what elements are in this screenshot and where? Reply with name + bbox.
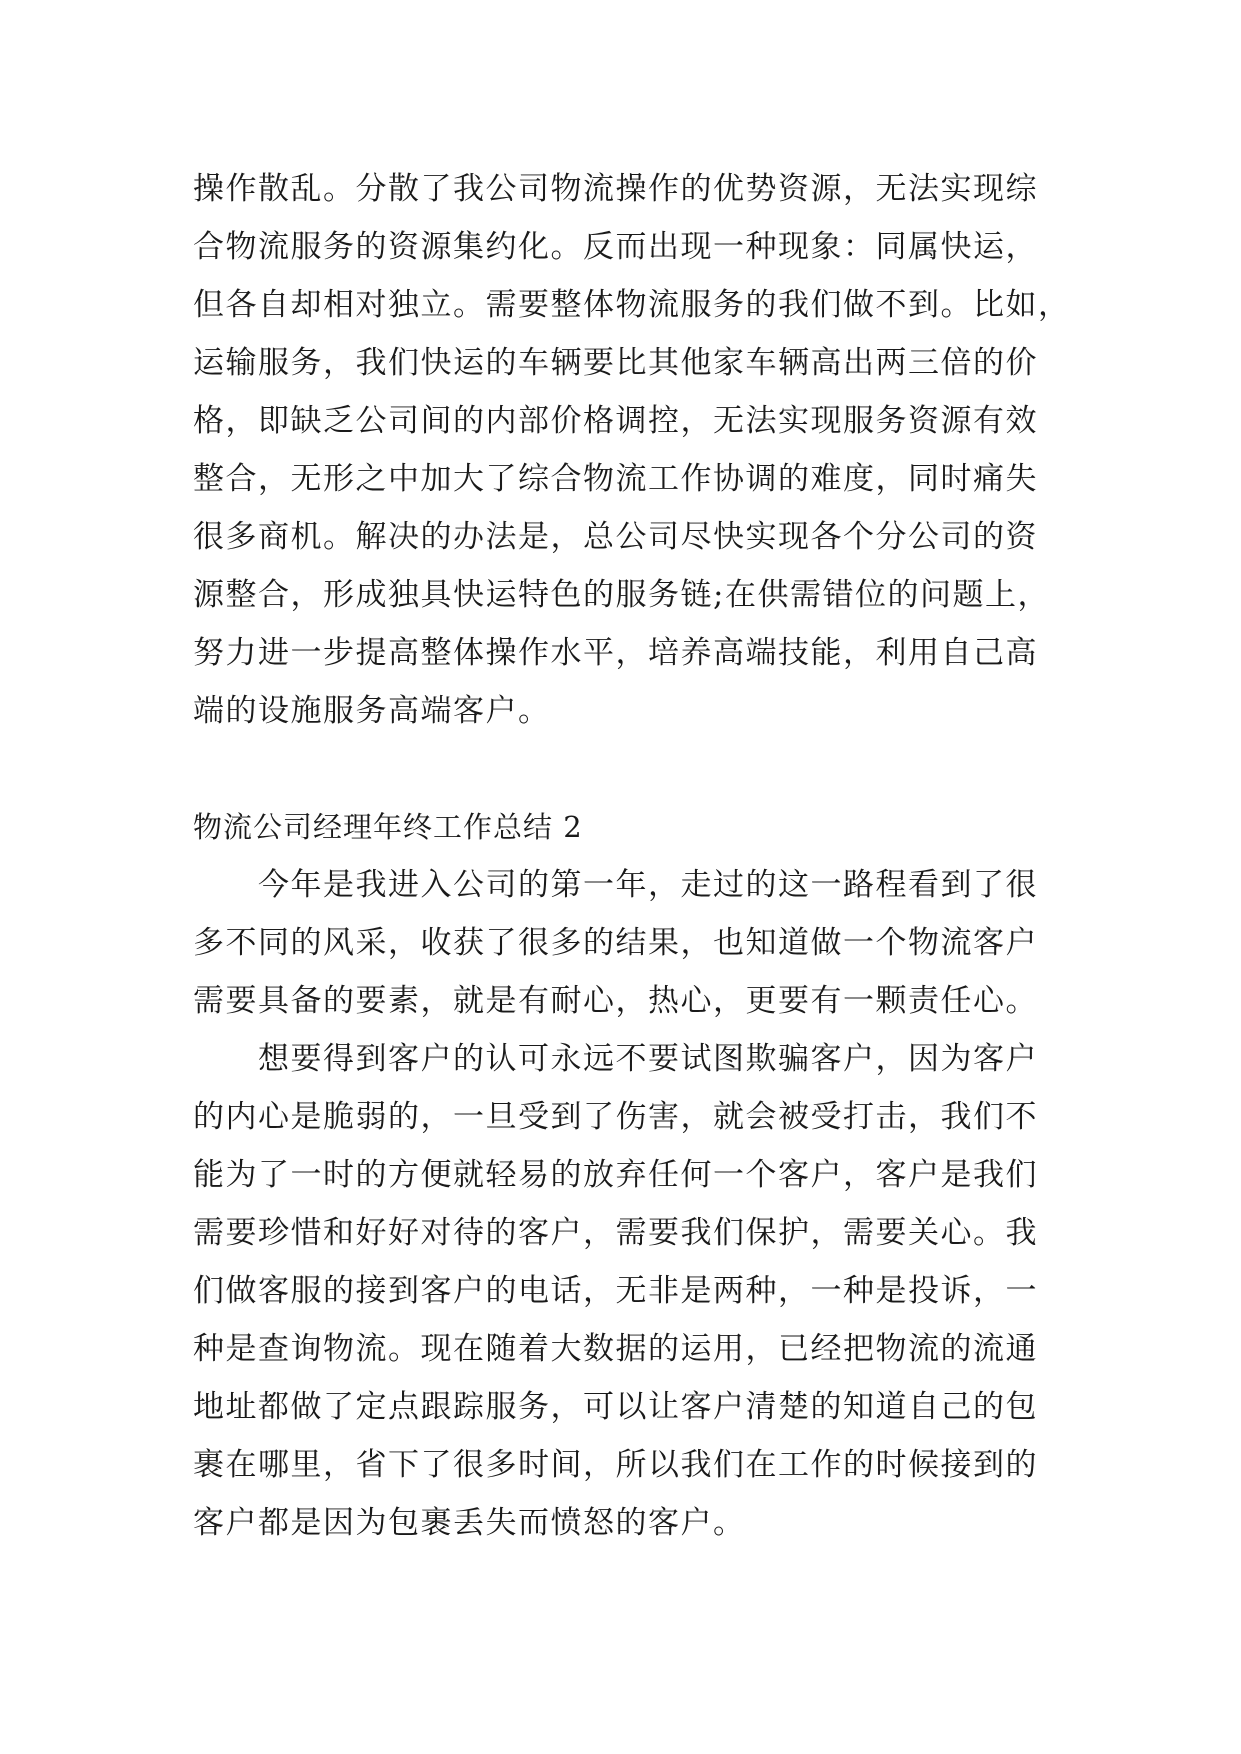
section1-line-9: 努力进一步提高整体操作水平，培养高端技能，利用自己高 <box>193 635 1038 671</box>
section1-line-8: 源整合，形成独具快运特色的服务链;在供需错位的问题上， <box>193 577 1050 613</box>
section2-line-7: 需要珍惜和好好对待的客户，需要我们保护，需要关心。我 <box>193 1215 1038 1251</box>
section2-line-5: 的内心是脆弱的，一旦受到了伤害，就会被受打击，我们不 <box>193 1099 1038 1135</box>
section1-line-10: 端的设施服务高端客户。 <box>193 693 551 729</box>
section2-line-9: 种是查询物流。现在随着大数据的运用，已经把物流的流通 <box>193 1331 1038 1367</box>
section2-line-1: 今年是我进入公司的第一年，走过的这一路程看到了很 <box>193 867 1038 903</box>
section2-line-6: 能为了一时的方便就轻易的放弃任何一个客户，客户是我们 <box>193 1157 1038 1193</box>
section1-line-2: 合物流服务的资源集约化。反而出现一种现象：同属快运， <box>193 229 1038 265</box>
section1-line-6: 整合，无形之中加大了综合物流工作协调的难度，同时痛失 <box>193 461 1038 497</box>
section-heading: 物流公司经理年终工作总结 2 <box>193 810 583 844</box>
section2-line-4: 想要得到客户的认可永远不要试图欺骗客户，因为客户 <box>193 1041 1038 1077</box>
section1-line-1: 操作散乱。分散了我公司物流操作的优势资源，无法实现综 <box>193 171 1038 207</box>
section1-line-7: 很多商机。解决的办法是，总公司尽快实现各个分公司的资 <box>193 519 1038 555</box>
section2-line-2: 多不同的风采，收获了很多的结果，也知道做一个物流客户 <box>193 925 1038 961</box>
section1-line-5: 格，即缺乏公司间的内部价格调控，无法实现服务资源有效 <box>193 403 1038 439</box>
section2-line-10: 地址都做了定点跟踪服务，可以让客户清楚的知道自己的包 <box>193 1389 1038 1425</box>
section1-line-4: 运输服务，我们快运的车辆要比其他家车辆高出两三倍的价 <box>193 345 1038 381</box>
section2-line-12: 客户都是因为包裹丢失而愤怒的客户。 <box>193 1505 746 1541</box>
section2-line-3: 需要具备的要素，就是有耐心，热心，更要有一颗责任心。 <box>193 983 1038 1019</box>
section1-line-3: 但各自却相对独立。需要整体物流服务的我们做不到。比如， <box>193 287 1071 323</box>
section2-line-11: 裹在哪里，省下了很多时间，所以我们在工作的时候接到的 <box>193 1447 1038 1483</box>
section2-line-8: 们做客服的接到客户的电话，无非是两种，一种是投诉，一 <box>193 1273 1038 1309</box>
